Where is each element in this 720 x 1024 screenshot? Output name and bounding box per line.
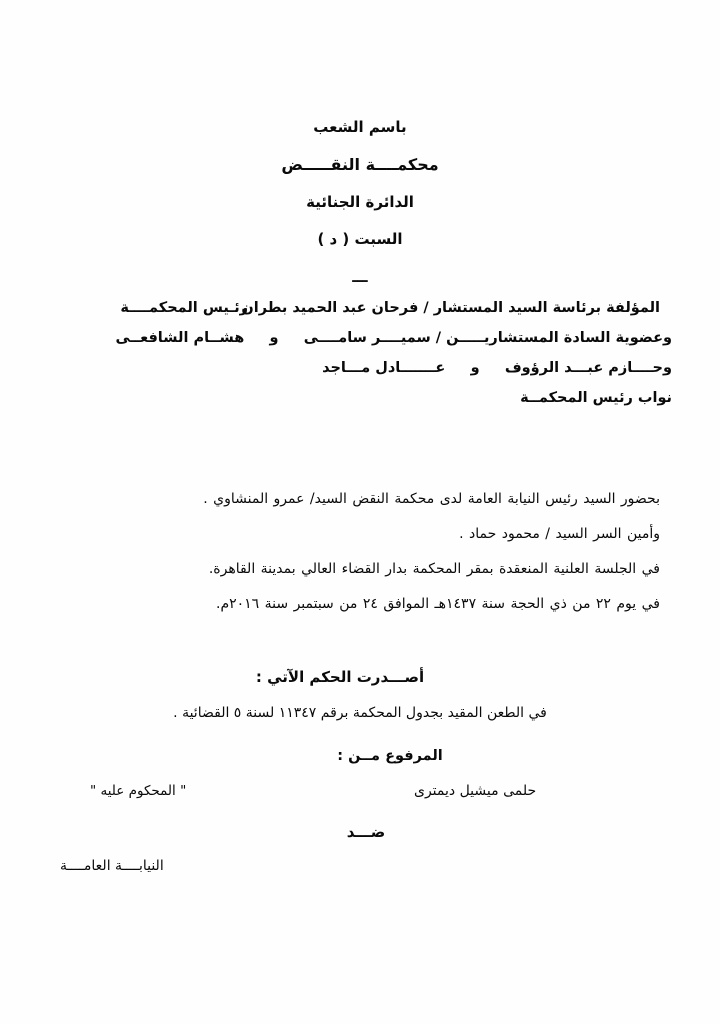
- respondent-name: النيابــــة العامــــة: [60, 858, 164, 874]
- document-heading: [0, 120, 720, 269]
- verdict-issued-heading: [0, 668, 720, 686]
- case-reference-line: في الطعن المقيد بجدول المحكمة برقم ١١٣٤٧ لسنة ٥ القضائية .: [173, 705, 547, 721]
- panel-member-names: وعضوية السادة المستشاريـــــن / سميــــر سامــــى و هشــام الشافعــى: [115, 330, 672, 346]
- panel-deputy-presidents-label: نواب رئيس المحكمــة: [520, 390, 672, 406]
- session-day-text: السبت ( د ): [317, 230, 403, 248]
- versus-row: [0, 823, 720, 841]
- appellant-row: [0, 783, 720, 799]
- session-venue-line: في الجلسة العلنية المنعقدة بمقر المحكمة بدار القضاء العالي بمدينة القاهرة.: [208, 561, 660, 577]
- respondent-row: [0, 858, 720, 874]
- panel-row: [0, 330, 720, 346]
- session-details-block: [0, 492, 720, 632]
- prosecution-attendance-line: بحضور السيد رئيس النيابة العامة لدى محكمة النقض السيد/ عمرو المنشاوي .: [203, 491, 660, 507]
- session-date-line: في يوم ٢٢ من ذي الحجة سنة ١٤٣٧هـ الموافق ٢٤ من سبتمبر سنة ٢٠١٦م.: [216, 596, 660, 612]
- in-name-of-people-text: باسم الشعب: [313, 118, 407, 136]
- appellant-status-tag: " المحكوم عليه ": [90, 783, 187, 799]
- circuit-name-text: الدائرة الجنائية: [306, 193, 414, 211]
- panel-row: [0, 300, 720, 316]
- panel-member-role: رئـيس المحكمــــة: [120, 300, 248, 316]
- filed-by-label-row: [0, 748, 720, 764]
- versus-label: ضـــد: [346, 823, 386, 841]
- court-name-title: محكمــــة النقـــــض: [281, 155, 439, 174]
- panel-member-names: المؤلفة برئاسة السيد المستشار / فرحان عبد الحميد بطران: [241, 300, 660, 316]
- filed-by-label: المرفوع مــن :: [337, 748, 443, 764]
- verdict-issued-text: أصـــدرت الحكم الآتي :: [255, 668, 425, 686]
- appellant-name: حلمى ميشيل ديمترى: [414, 783, 537, 799]
- heading-separator-dash: ـــ: [352, 268, 368, 286]
- panel-row: [0, 360, 720, 376]
- court-panel-composition: [0, 300, 720, 420]
- panel-row: [0, 390, 720, 406]
- panel-member-names: وحــــازم عبـــد الرؤوف و عـــــــادل مـــاجد: [322, 360, 672, 376]
- court-secretary-line: وأمين السر السيد / محمود حماد .: [459, 526, 660, 542]
